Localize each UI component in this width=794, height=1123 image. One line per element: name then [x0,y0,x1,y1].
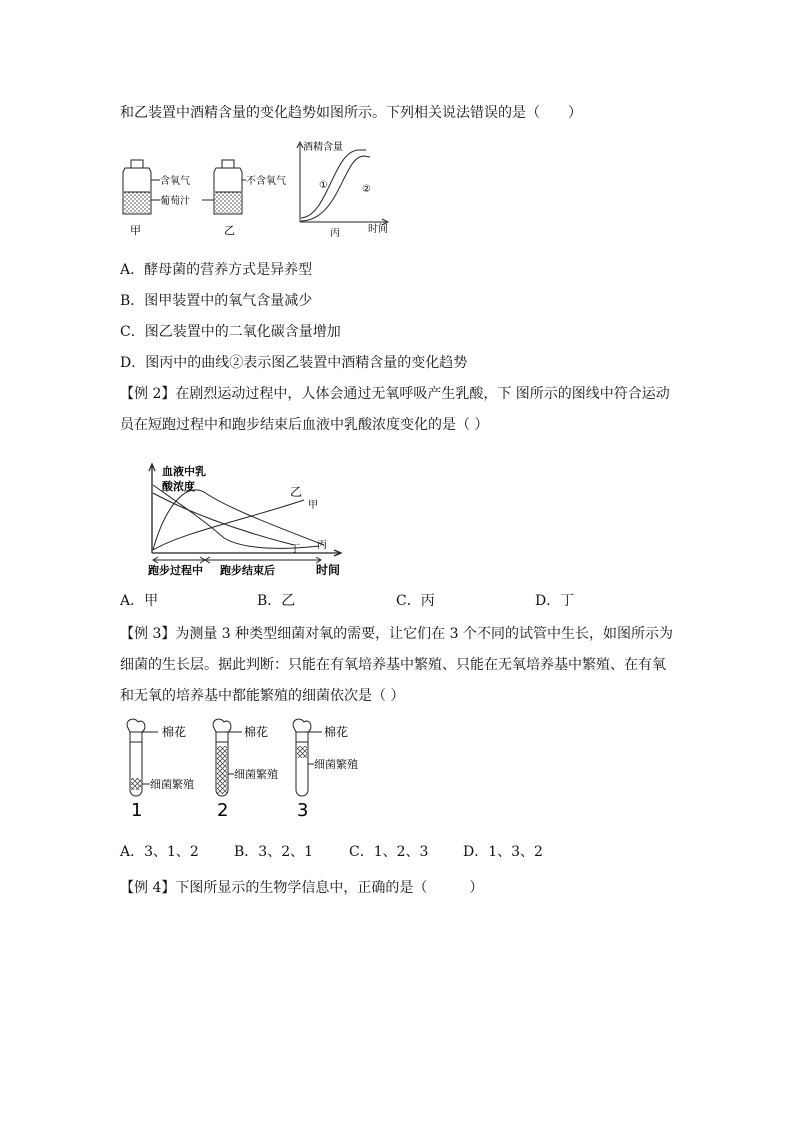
label-yi: 乙 [224,224,235,237]
q2-figure [144,460,354,580]
q4-line1: 【例 4】下图所显示的生物学信息中，正确的是（ ） [120,880,484,896]
q2-option-a: A．甲 [120,593,159,609]
q3-line2: 细菌的生长层。据此判断：只能在有氧培养基中繁殖、只能在无氧培养基中繁殖、在有氧 [120,657,666,673]
q2-option-c: C．丙 [396,593,435,609]
label-bacteria-1: 细菌繁殖 [150,778,194,791]
q1-figure [118,138,408,240]
label-bing: 丙 [330,228,340,239]
q3-line1: 【例 3】为测量 3 种类型细菌对氧的需要，让它们在 3 个不同的试管中生长，如图所示为 [120,626,673,642]
tube-1-number: 1 [131,800,143,821]
time-segments [153,557,321,563]
label-cotton-1: 棉花 [162,725,187,739]
label-juice: 葡萄汁 [160,196,190,207]
q1-option-a: A．酵母菌的营养方式是异养型 [120,262,313,278]
curve-2-label: ② [362,184,371,195]
graph-ylabel-2: 酸浓度 [162,480,195,493]
test-tube-2-icon [213,719,242,796]
label-cotton-3: 棉花 [324,725,349,739]
q2-option-d: D．丁 [535,593,575,609]
segment-running: 跑步过程中 [148,564,203,577]
q2-line1: 【例 2】在剧烈运动过程中，人体会通过无氧呼吸产生乳酸，下 图所示的图线中符合运动 [120,386,670,402]
curve-1 [301,150,366,218]
label-bacteria-3: 细菌繁殖 [314,758,358,771]
q1-option-d: D．图丙中的曲线②表示图乙装置中酒精含量的变化趋势 [120,355,468,371]
bottle-jia-icon [123,160,160,214]
tube-2-number: 2 [217,800,229,821]
curve-yi-label: 乙 [290,485,303,499]
segment-after: 跑步结束后 [220,564,275,577]
graph-xlabel: 时间 [316,563,341,577]
graph-ylabel-1: 血液中乳 [162,465,206,478]
q1-option-c: C．图乙装置中的二氧化碳含量增加 [120,324,341,340]
curve-1-label: ① [319,180,328,191]
label-bacteria-2: 细菌繁殖 [234,768,278,781]
graph-ylabel: 酒精含量 [303,142,343,153]
q3-option-d: D．1、3、2 [463,844,543,860]
curve-ding-label: 丁 [290,544,300,555]
bottle-yi-icon [214,160,246,214]
q2-option-b: B．乙 [257,593,296,609]
label-yi-air: 不含氧气 [246,176,286,187]
q3-option-b: B．3、2、1 [234,844,314,860]
alcohol-graph [297,142,388,225]
q1-option-b: B．图甲装置中的氧气含量减少 [120,293,313,309]
label-jia-air: 含氧气 [160,176,190,187]
q3-figure [120,716,380,822]
q3-option-a: A．3、1、2 [120,844,199,860]
q1-stem: 和乙装置中酒精含量的变化趋势如图所示。下列相关说法错误的是（ ） [120,105,582,121]
graph-xlabel: 时间 [368,224,388,235]
curve-bing-label: 丙 [317,540,327,551]
tube-3-number: 3 [297,800,309,821]
q3-line3: 和无氧的培养基中都能繁殖的细菌依次是（ ） [120,688,405,704]
label-cotton-2: 棉花 [244,725,269,739]
curve-jia-label: 甲 [308,500,318,511]
curve-2 [301,156,370,221]
label-jia: 甲 [130,224,141,237]
q2-line2: 员在短跑过程中和跑步结束后血液中乳酸浓度变化的是（ ） [120,417,489,433]
q3-option-c: C．1、2、3 [349,844,429,860]
